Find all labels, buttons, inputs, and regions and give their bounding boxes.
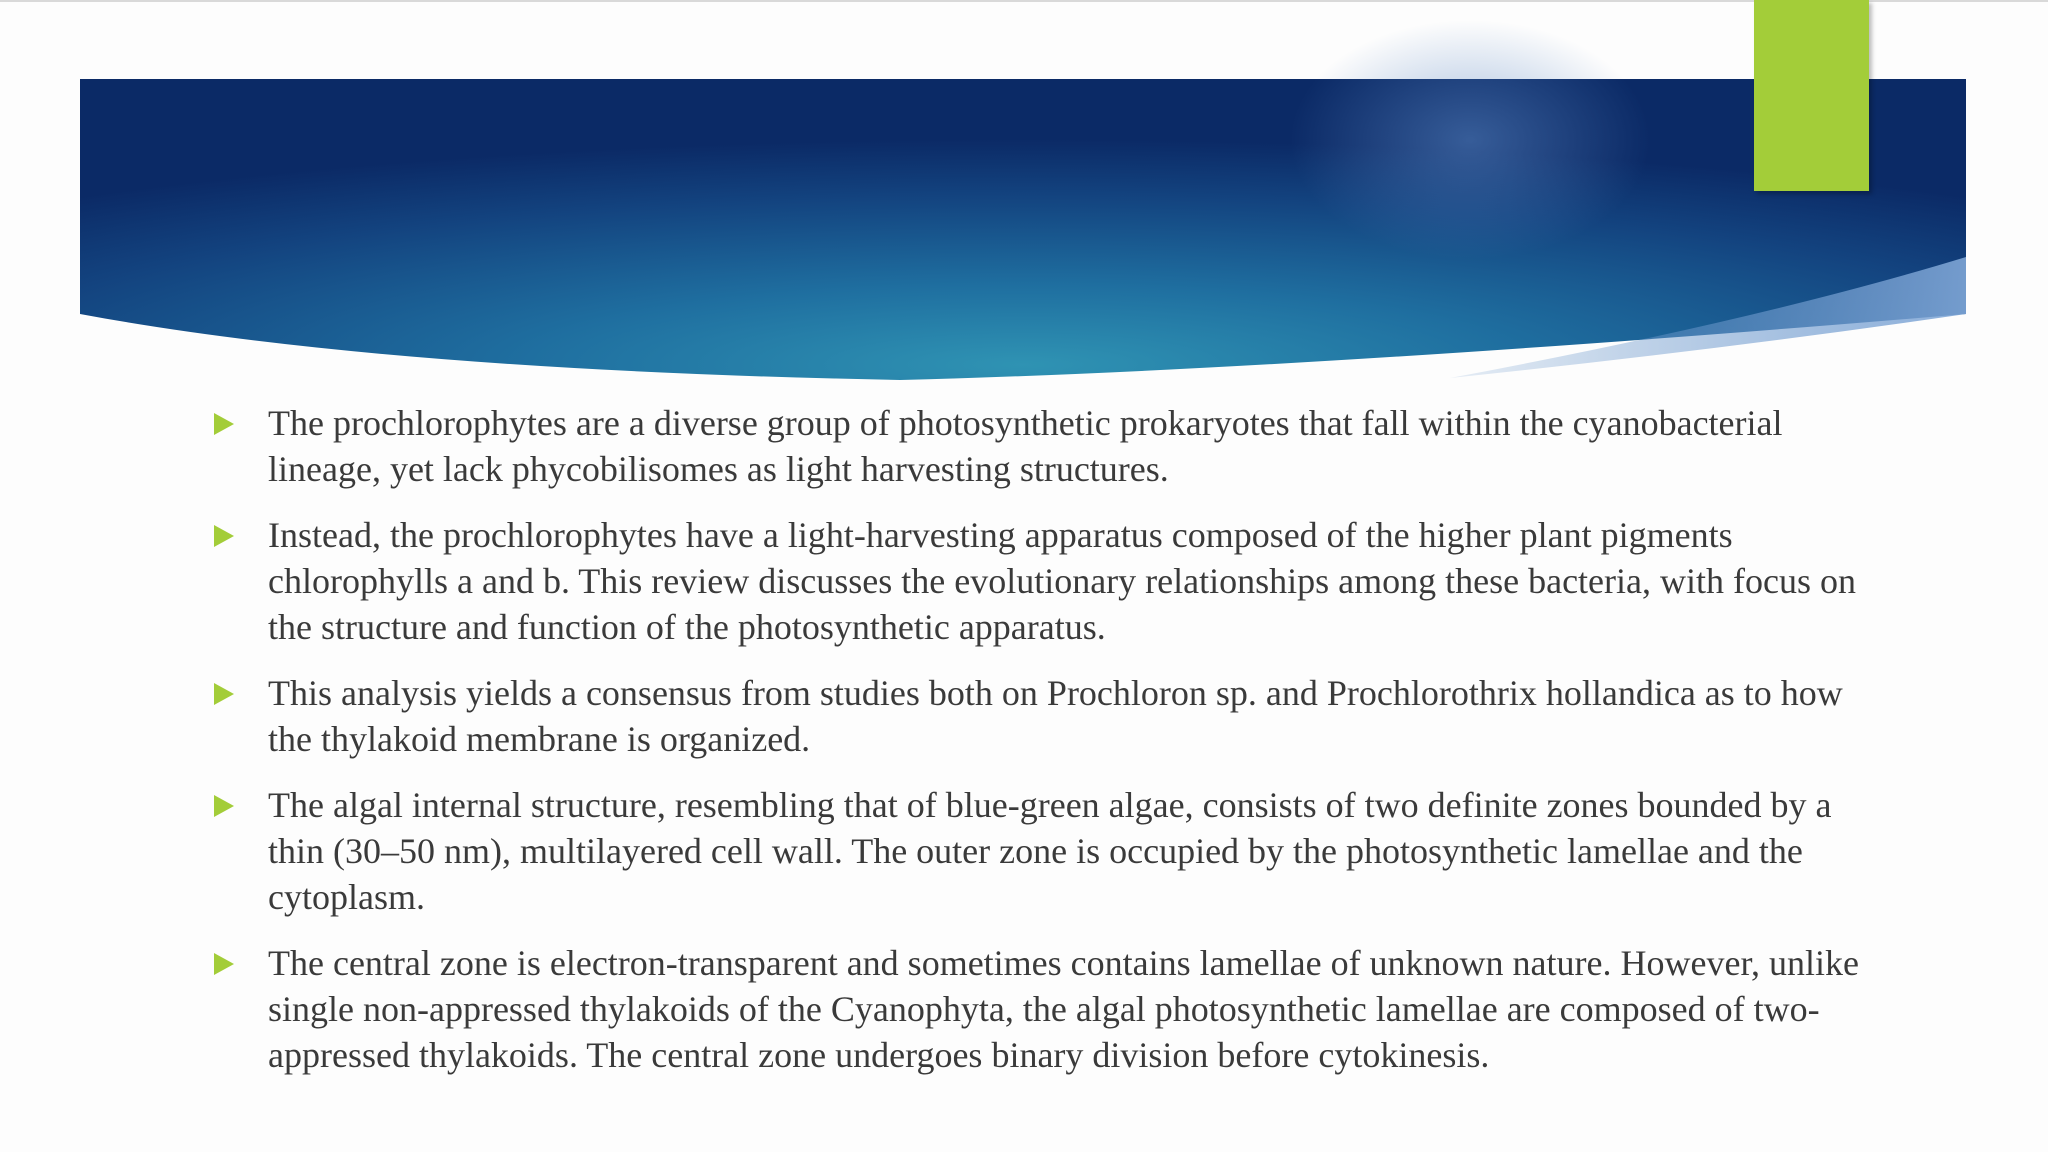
bullet-item bbox=[200, 400, 1890, 492]
accent-tab bbox=[1754, 0, 1869, 191]
triangle-right-icon bbox=[214, 795, 234, 817]
bullet-item bbox=[200, 512, 1890, 650]
triangle-right-icon bbox=[214, 413, 234, 435]
bullet-text: This analysis yields a consensus from studies both on Prochloron sp. and Prochlorothrix hollandica as to how the thylakoid membrane is organized. bbox=[268, 673, 1843, 759]
bullet-item bbox=[200, 782, 1890, 920]
triangle-right-icon bbox=[214, 953, 234, 975]
triangle-right-icon bbox=[214, 525, 234, 547]
triangle-right-icon bbox=[214, 683, 234, 705]
bullet-text: The algal internal structure, resembling that of blue-green algae, consists of two definite zones bounded by a thin (30–50 nm), multilayered cell wall. The outer zone is occupied by the photosynthetic lamellae and the cytoplasm. bbox=[268, 785, 1832, 917]
title-banner bbox=[0, 0, 2048, 400]
bullet-text: Instead, the prochlorophytes have a light-harvesting apparatus composed of the higher plant pigments chlorophylls a and b. This review discusses the evolutionary relationships among these bacteria, with focus on the structure and function of the photosynthetic apparatus. bbox=[268, 515, 1856, 647]
bullet-text: The prochlorophytes are a diverse group of photosynthetic prokaryotes that fall within the cyanobacterial lineage, yet lack phycobilisomes as light harvesting structures. bbox=[268, 403, 1783, 489]
bullet-list bbox=[200, 400, 1890, 1098]
bullet-item bbox=[200, 670, 1890, 762]
bullet-item bbox=[200, 940, 1890, 1078]
bullet-text: The central zone is electron-transparent and sometimes contains lamellae of unknown nature. However, unlike single non-appressed thylakoids of the Cyanophyta, the algal photosynthetic lamellae are composed of two-appressed thylakoids. The central zone undergoes binary division before cytokinesis. bbox=[268, 943, 1859, 1075]
